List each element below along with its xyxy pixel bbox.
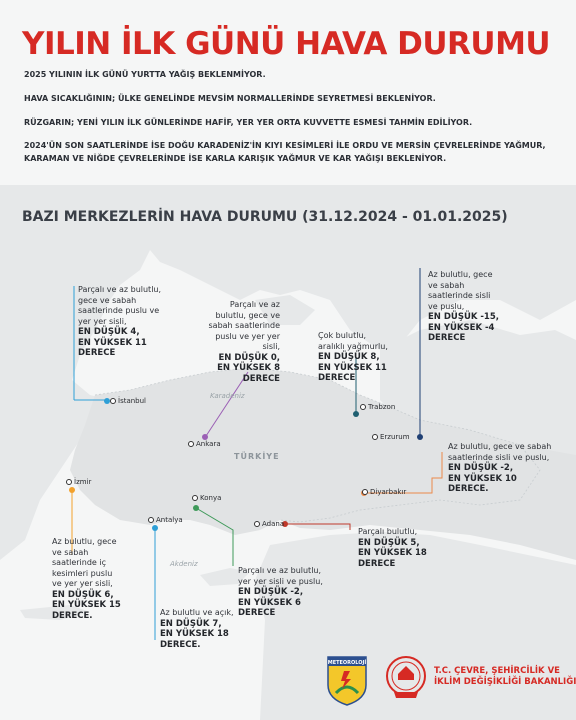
callout-adana <box>358 527 448 569</box>
adana-description: Parçalı bulutlu, <box>358 527 418 536</box>
trabzon-high: EN YÜKSEK 11 DERECE <box>318 362 387 383</box>
callout-istanbul <box>78 285 172 359</box>
ministry-line-2: İKLİM DEĞİŞİKLİĞİ BAKANLIĞI <box>434 677 576 687</box>
diyarbakir-high: EN YÜKSEK 10 <box>448 473 517 484</box>
erzurum-low: EN DÜŞÜK -15, <box>428 312 499 322</box>
antalya-high: EN YÜKSEK 18 <box>160 629 229 639</box>
dot-konya <box>193 505 199 511</box>
callout-izmir <box>52 537 124 621</box>
erzurum-unit: DERECE <box>428 333 466 343</box>
istanbul-description: Parçalı ve az bulutlu, gece ve sabah saatlerinde puslu ve yer yer sisli, <box>78 285 162 326</box>
ankara-unit: DERECE <box>242 373 280 384</box>
istanbul-unit: DERECE <box>78 348 116 358</box>
izmir-high: EN YÜKSEK 15 <box>52 600 121 610</box>
izmir-low: EN DÜŞÜK 6, <box>52 589 114 600</box>
diyarbakir-description: Az bulutlu, gece ve sabah saatlerinde sisli ve puslu, <box>448 442 552 462</box>
izmir-unit: DERECE. <box>52 610 93 621</box>
city-istanbul: İstanbul <box>110 397 146 405</box>
page-title: YILIN İLK GÜNÜ HAVA DURUMU <box>22 26 551 62</box>
dot-trabzon <box>353 411 359 417</box>
label-country: TÜRKİYE <box>234 452 280 461</box>
istanbul-low: EN DÜŞÜK 4, <box>78 327 140 337</box>
istanbul-high: EN YÜKSEK 11 <box>78 337 147 348</box>
city-izmir: İzmir <box>66 478 91 486</box>
antalya-description: Az bulutlu ve açık, <box>160 608 234 617</box>
city-adana: Adana <box>254 520 284 528</box>
trabzon-low: EN DÜŞÜK 8, <box>318 352 380 362</box>
meteoroloji-logo-text: METEOROLOJİ <box>327 660 367 666</box>
city-diyarbakir: Diyarbakır <box>362 488 406 496</box>
adana-high: EN YÜKSEK 18 <box>358 548 427 558</box>
city-erzurum: Erzurum <box>372 433 410 441</box>
antalya-low: EN DÜŞÜK 7, <box>160 618 222 629</box>
ankara-description: Parçalı ve az bulutlu, gece ve sabah saatlerinde puslu ve yer yer sisli, <box>208 300 280 351</box>
callout-konya <box>238 566 330 619</box>
adana-unit: DERECE <box>358 558 396 569</box>
intro-line-3: RÜZGARIN; YENİ YILIN İLK GÜNLERİNDE HAFİF, YER YER ORTA KUVVETTE ESMESİ TAHMİN EDİLİYOR. <box>24 118 473 127</box>
adana-low: EN DÜŞÜK 5, <box>358 537 420 548</box>
dot-izmir <box>69 487 75 493</box>
callout-erzurum <box>428 270 500 344</box>
konya-low: EN DÜŞÜK -2, <box>238 587 304 597</box>
city-trabzon: Trabzon <box>360 403 395 411</box>
intro-line-2: HAVA SICAKLIĞININ; ÜLKE GENELİNDE MEVSİM NORMALLERİNDE SEYRETMESİ BEKLENİYOR. <box>24 94 436 103</box>
section-subtitle: BAZI MERKEZLERİN HAVA DURUMU (31.12.2024 - 01.01.2025) <box>22 209 508 225</box>
city-antalya: Antalya <box>148 516 183 524</box>
erzurum-high: EN YÜKSEK -4 <box>428 322 495 333</box>
ministry-emblem <box>384 652 428 704</box>
callout-trabzon <box>318 331 388 384</box>
callout-diyarbakir <box>448 442 554 495</box>
konya-unit: DERECE <box>238 608 276 618</box>
ministry-line-1: T.C. ÇEVRE, ŞEHİRCİLİK VE <box>434 666 560 676</box>
konya-high: EN YÜKSEK 6 <box>238 597 301 608</box>
callout-antalya <box>160 608 246 650</box>
diyarbakir-low: EN DÜŞÜK -2, <box>448 463 514 473</box>
ministry-name <box>434 666 576 688</box>
city-konya: Konya <box>192 494 221 502</box>
izmir-description: Az bulutlu, gece ve sabah saatlerinde iç kesimleri puslu ve yer yer sisli, <box>52 537 117 588</box>
label-black-sea: Karadeniz <box>210 392 245 400</box>
intro-line-4: 2024'ÜN SON SAATLERİNDE İSE DOĞU KARADENİZ'İN KIYI KESİMLERİ İLE ORDU VE MERSİN ÇEVRELERİNDE YAĞMUR, KARAMAN VE NİĞDE ÇEVRELERİNDE İSE KARLA KARIŞIK YAĞMUR VE KAR YAĞIŞI BEKLENİYOR. <box>24 141 546 163</box>
antalya-unit: DERECE. <box>160 639 201 650</box>
konya-description: Parçalı ve az bulutlu, yer yer sisli ve puslu, <box>238 566 323 586</box>
intro-line-1: 2025 YILININ İLK GÜNÜ YURTTA YAĞIŞ BEKLENMİYOR. <box>24 70 266 79</box>
ankara-low: EN DÜŞÜK 0, <box>218 352 280 363</box>
dot-erzurum <box>417 434 423 440</box>
erzurum-description: Az bulutlu, gece ve sabah saatlerinde sisli ve puslu, <box>428 270 493 311</box>
ankara-high: EN YÜKSEK 8 <box>217 363 280 373</box>
city-ankara: Ankara <box>188 440 221 448</box>
label-mediterranean: Akdeniz <box>170 560 198 568</box>
diyarbakir-unit: DERECE. <box>448 484 489 494</box>
callout-ankara <box>208 300 280 384</box>
dot-antalya <box>152 525 158 531</box>
trabzon-description: Çok bulutlu, aralıklı yağmurlu, <box>318 331 388 351</box>
meteoroloji-logo <box>326 655 368 707</box>
